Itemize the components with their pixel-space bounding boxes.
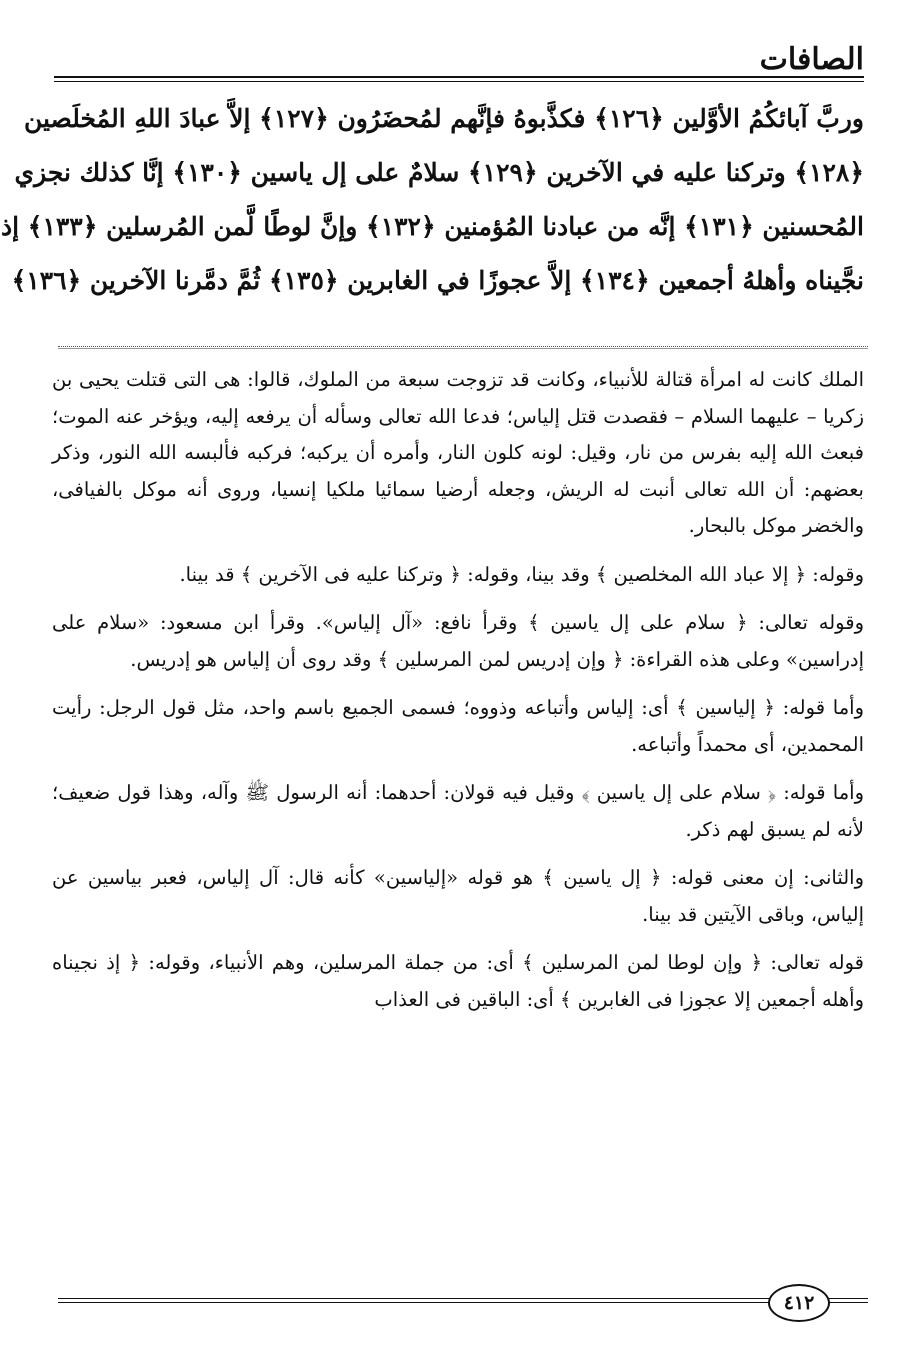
footer-rule [58, 1298, 868, 1299]
commentary-paragraph: وقوله: ﴿ إلا عباد الله المخلصين ﴾ وقد بينا، وقوله: ﴿ وتركنا عليه فى الآخرين ﴾ قد بينا. [179, 562, 864, 586]
footer-rule [58, 1302, 868, 1303]
header-rule-thin [54, 81, 864, 82]
header-rule [54, 76, 864, 78]
commentary-block [52, 362, 864, 1030]
commentary-paragraph: قوله تعالى: ﴿ وإن لوطا لمن المرسلين ﴾ أى: من جملة المرسلين، وهم الأنبياء، وقوله: ﴿ إذ نجيناه وأهله أجمعين إلا عجوزا فى الغابرين ﴾ أى: الباقين فى العذاب [52, 951, 864, 1011]
surah-header [54, 40, 864, 80]
commentary-paragraph: والثانى: إن معنى قوله: ﴿ إل ياسين ﴾ هو قوله «إلياسين» كأنه قال: آل إلياس، فعبر بياسين عن إلياس، وباقى الآيتين قد بينا. [52, 866, 864, 926]
quran-line: المُحسنين ﴿١٣١﴾ إنَّه من عبادنا المُؤمنين ﴿١٣٢﴾ وإنَّ لوطًا لَّمن المُرسلين ﴿١٣٣﴾ إذ [1, 212, 864, 241]
commentary-paragraph: وأما قوله: ﴿ سلام على إل ياسين ﴾ وقيل فيه قولان: أحدهما: أنه الرسول ﷺ وآله، وهذا قول ضعيف؛ لأنه لم يسبق لهم ذكر. [52, 781, 864, 841]
page-footer [58, 1280, 868, 1324]
quran-line: نجَّيناه وأهلهُ أجمعين ﴿١٣٤﴾ إلاَّ عجوزًا في الغابرين ﴿١٣٥﴾ ثُمَّ دمَّرنا الآخرين ﴿١٣٦﴾ [11, 266, 864, 295]
quran-verses-block [1, 92, 864, 308]
section-divider [58, 346, 868, 349]
commentary-paragraph: وقوله تعالى: ﴿ سلام على إل ياسين ﴾ وقرأ نافع: «آل إلياس». وقرأ ابن مسعود: «سلام على إدراسين» وعلى هذه القراءة: ﴿ وإن إدريس لمن المرسلين ﴾ وقد روى أن إلياس هو إدريس. [52, 611, 864, 671]
commentary-paragraph: الملك كانت له امرأة قتالة للأنبياء، وكانت قد تزوجت سبعة من الملوك، قالوا: هى التى قتلت يحيى بن زكريا – عليهما السلام – فقصدت قتل إلياس؛ فدعا الله تعالى وسأله أن يرفعه إليه، ويؤخر عنه الموت؛ فبعث الله إليه بفرس من نار، وقيل: لونه كلون النار، وأمره أن يركبه؛ فركبه فألبسه الله النور، وذكر بعضهم: أن الله تعالى أنبت له الريش، وجعله أرضيا سمائيا ملكيا إنسيا، وروى أنه موكل بالفيافى، والخضر موكل بالبحار. [52, 368, 864, 537]
page-number: ٤١٢ [768, 1284, 830, 1322]
commentary-paragraph: وأما قوله: ﴿ إلياسين ﴾ أى: إلياس وأتباعه وذووه؛ فسمى الجميع باسم واحد، مثل قول الرجل: رأيت المحمدين، أى محمداً وأتباعه. [52, 696, 864, 756]
surah-title: الصافات [759, 42, 864, 77]
quran-line: ﴿١٢٨﴾ وتركنا عليه في الآخرين ﴿١٢٩﴾ سلامٌ على إل ياسين ﴿١٣٠﴾ إنَّا كذلك نجزي [14, 158, 864, 187]
quran-line: وربَّ آبائكُمُ الأوَّلين ﴿١٢٦﴾ فكذَّبوهُ فإنَّهم لمُحضَرُون ﴿١٢٧﴾ إلاَّ عبادَ اللهِ المُخلَصين [23, 104, 864, 133]
